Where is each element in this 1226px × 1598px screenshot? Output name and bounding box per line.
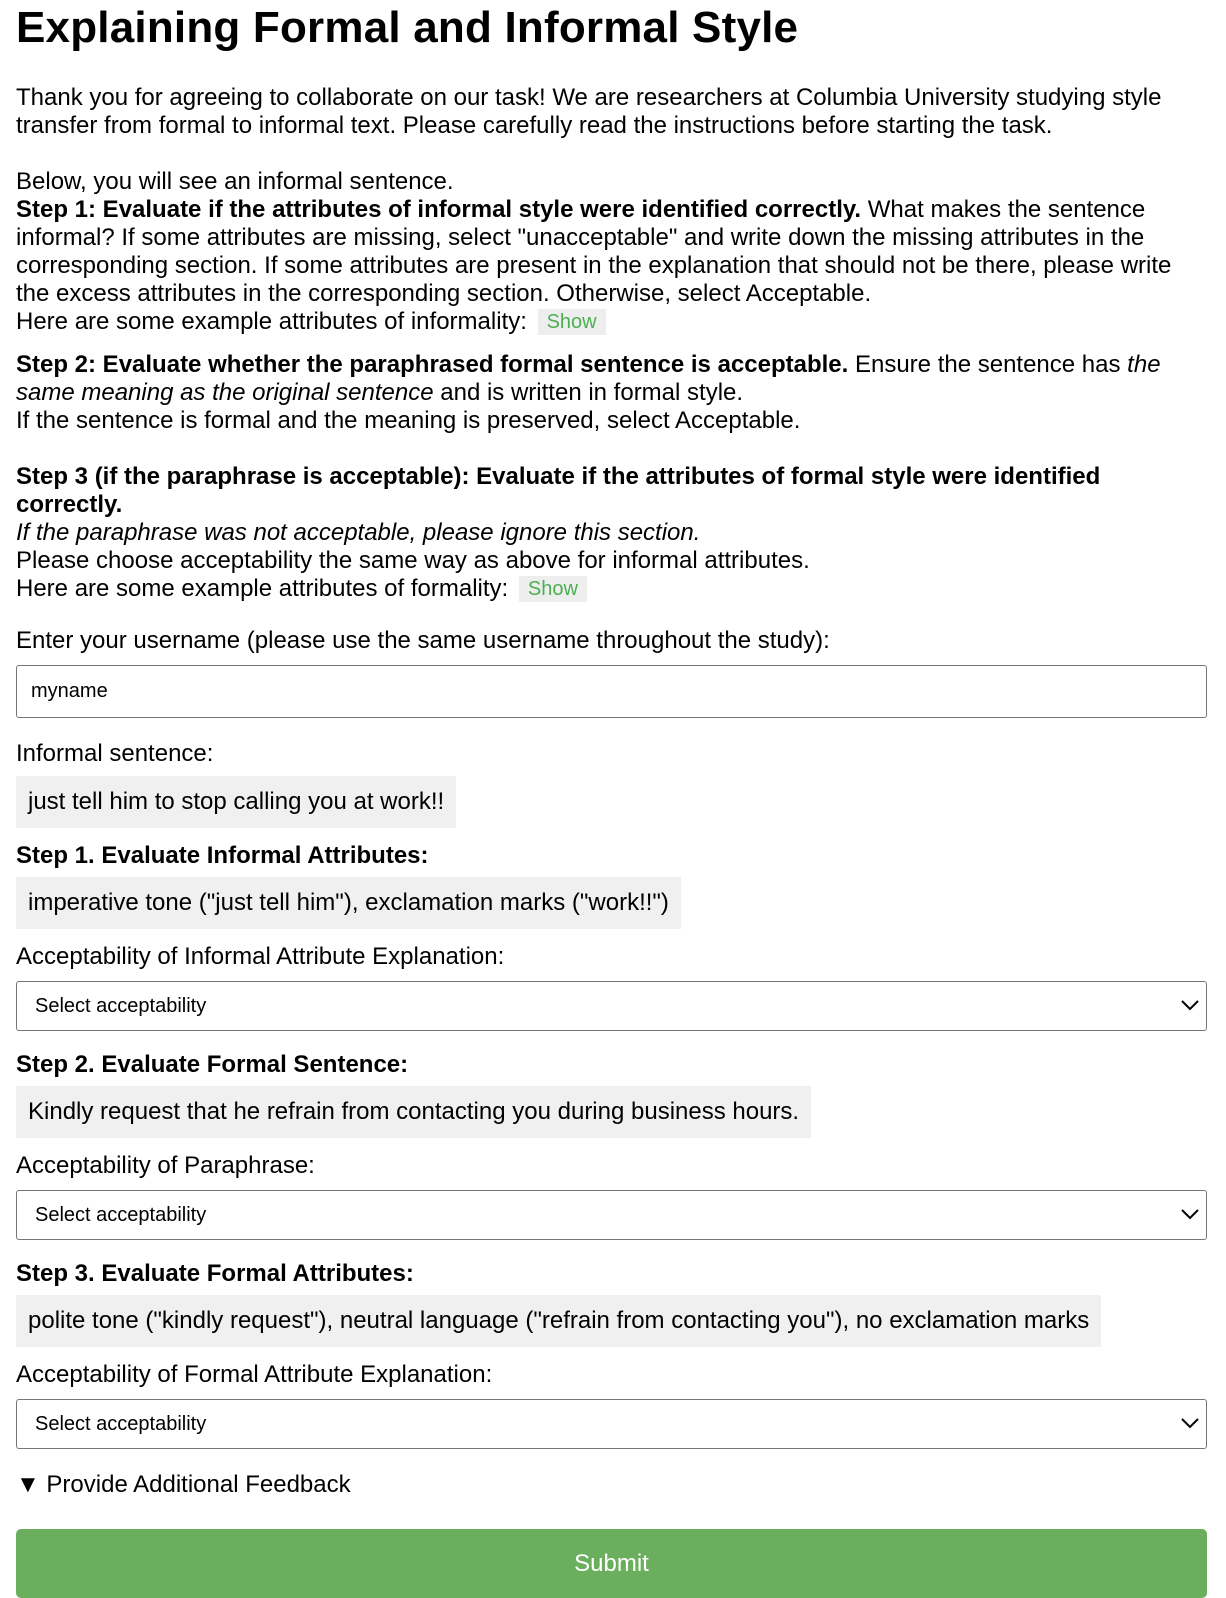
username-label: Enter your username (please use the same username throughout the study): xyxy=(16,627,830,654)
step3-title: Step 3. Evaluate Formal Attributes: xyxy=(16,1260,414,1287)
chevron-down-icon xyxy=(1180,1207,1200,1221)
informal-acceptability-label: Acceptability of Informal Attribute Explanation: xyxy=(16,943,505,970)
paraphrase-acceptability-value: Select acceptability xyxy=(35,1204,207,1226)
paraphrase-acceptability-label: Acceptability of Paraphrase: xyxy=(16,1152,315,1179)
step2-heading: Step 2: Evaluate whether the paraphrased formal sentence is acceptable. xyxy=(16,351,849,378)
intro-below: Below, you will see an informal sentence. xyxy=(16,168,454,195)
informal-acceptability-value: Select acceptability xyxy=(35,995,207,1017)
page-title: Explaining Formal and Informal Style xyxy=(16,3,799,52)
step1-heading: Step 1: Evaluate if the attributes of informal style were identified correctly. xyxy=(16,196,862,223)
step3-heading xyxy=(16,463,1210,519)
step1-title: Step 1. Evaluate Informal Attributes: xyxy=(16,842,429,869)
step2-italic: the same meaning as the original sentence xyxy=(16,351,1161,406)
paraphrase-acceptability-select[interactable] xyxy=(16,1190,1207,1240)
chevron-down-icon xyxy=(1180,1416,1200,1430)
step2-text: Ensure the sentence has xyxy=(848,351,1128,378)
page xyxy=(0,2,1226,1598)
formality-examples-label: Here are some example attributes of formality: xyxy=(16,575,509,602)
formal-acceptability-value: Select acceptability xyxy=(35,1413,207,1435)
step3-heading-text: Step 3 (if the paraphrase is acceptable): Evaluate if the attributes of formal style were identified correctly. xyxy=(16,463,1101,518)
step1-text: What makes the sentence informal? If some attributes are missing, select "unacceptable" and write down the missing attributes in the corresponding section. If some attributes are present in the explanation that should not be there, please write the excess attributes in the corresponding section. Otherwise, select Acceptable. xyxy=(16,196,1172,307)
informal-sentence-label: Informal sentence: xyxy=(16,740,214,767)
informal-sentence: just tell him to stop calling you at work!! xyxy=(16,776,456,828)
username-input[interactable] xyxy=(16,665,1207,718)
step3-italic-text: If the paraphrase was not acceptable, please ignore this section. xyxy=(16,519,701,546)
step2-instructions xyxy=(16,351,1210,407)
additional-feedback-toggle[interactable]: ▼ Provide Additional Feedback xyxy=(16,1471,351,1498)
formal-sentence: Kindly request that he refrain from contacting you during business hours. xyxy=(16,1086,811,1138)
submit-button[interactable]: Submit xyxy=(16,1529,1207,1598)
step2-line2: If the sentence is formal and the meaning is preserved, select Acceptable. xyxy=(16,407,801,434)
step2-text-after: and is written in formal style. xyxy=(433,379,744,406)
formal-acceptability-select[interactable] xyxy=(16,1399,1207,1449)
formal-attributes: polite tone ("kindly request"), neutral language ("refrain from contacting you"), no exclamation marks xyxy=(16,1295,1101,1347)
show-informality-examples-button[interactable]: Show xyxy=(538,309,606,335)
informality-examples-label: Here are some example attributes of informality: xyxy=(16,308,527,335)
informality-examples xyxy=(16,308,1210,336)
chevron-down-icon xyxy=(1180,998,1200,1012)
step2-title: Step 2. Evaluate Formal Sentence: xyxy=(16,1051,409,1078)
formality-examples xyxy=(16,575,1210,603)
show-formality-examples-button[interactable]: Show xyxy=(519,576,587,602)
formal-acceptability-label: Acceptability of Formal Attribute Explanation: xyxy=(16,1361,493,1388)
step1-instructions xyxy=(16,196,1210,308)
intro-paragraph: Thank you for agreeing to collaborate on our task! We are researchers at Columbia University studying style transfer from formal to informal text. Please carefully read the instructions before starting the task. xyxy=(16,84,1162,139)
step3-italic xyxy=(16,519,1210,547)
step3-line: Please choose acceptability the same way as above for informal attributes. xyxy=(16,547,810,574)
informal-acceptability-select[interactable] xyxy=(16,981,1207,1031)
informal-attributes: imperative tone ("just tell him"), exclamation marks ("work!!") xyxy=(16,877,681,929)
